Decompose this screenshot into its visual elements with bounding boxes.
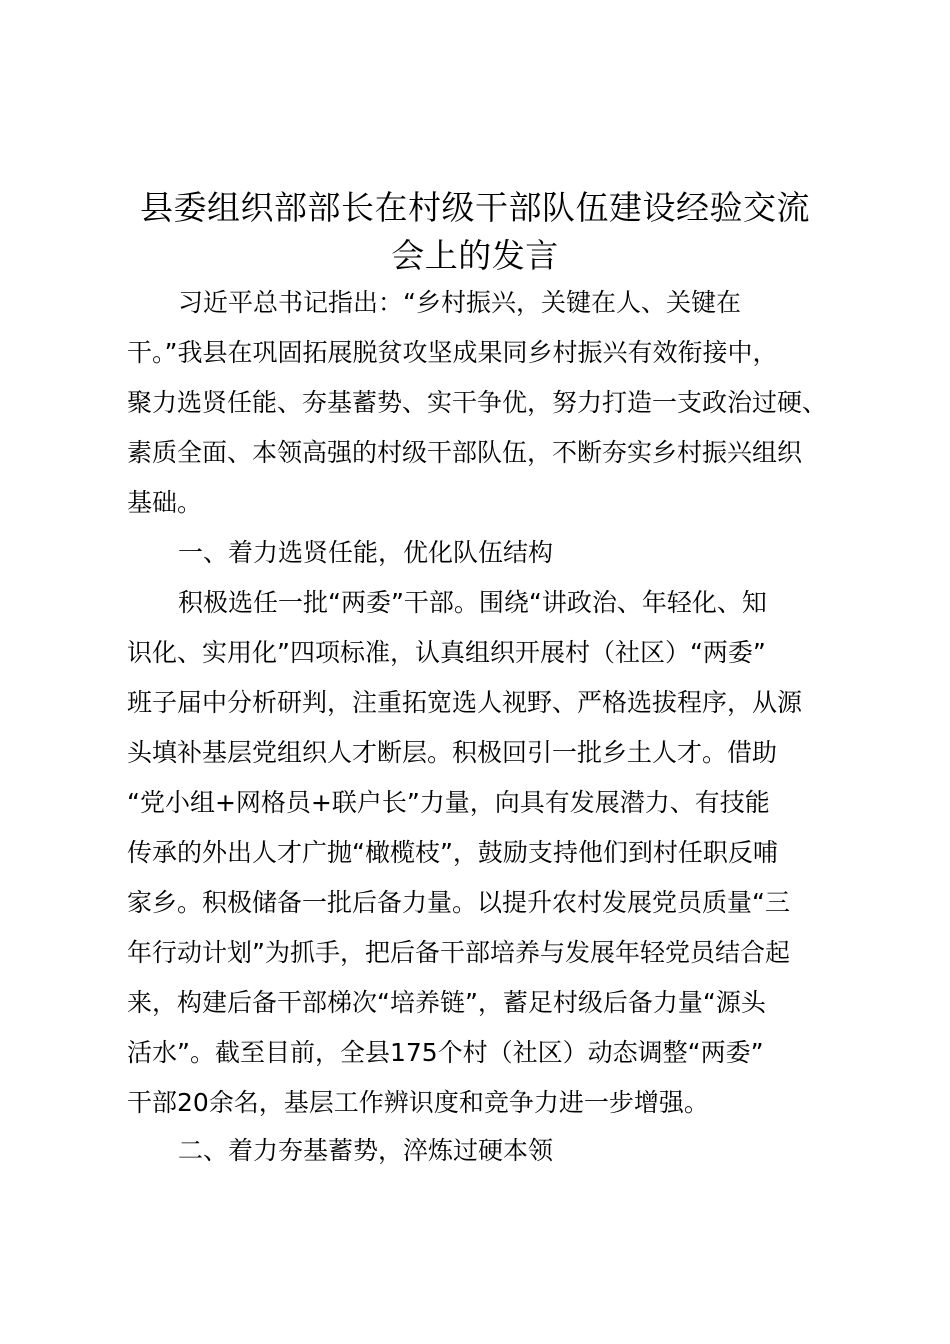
paragraph-line: “党小组+网格员+联户长”力量，向具有发展潜力、有技能 (127, 788, 770, 817)
paragraph-line: 识化、实用化”四项标准，认真组织开展村（社区）“两委” (127, 638, 766, 667)
paragraph-line: 习近平总书记指出：“乡村振兴，关键在人、关键在 (178, 288, 741, 317)
paragraph-line: 班子届中分析研判，注重拓宽选人视野、严格选拔程序，从源 (127, 688, 803, 717)
section-heading-1: 一、着力选贤任能，优化队伍结构 (178, 538, 554, 567)
paragraph-line: 聚力选贤任能、夯基蓄势、实干争优，努力打造一支政治过硬、 (127, 388, 828, 417)
paragraph-line: 传承的外出人才广抛“橄榄枝”，鼓励支持他们到村任职反哺 (127, 838, 778, 867)
paragraph-line: 基础。 (127, 488, 203, 517)
document-title-line-1: 县委组织部部长在村级干部队伍建设经验交流 (140, 188, 810, 227)
paragraph-line: 素质全面、本领高强的村级干部队伍，不断夯实乡村振兴组织 (127, 438, 803, 467)
paragraph-line: 来，构建后备干部梯次“培养链”，蓄足村级后备力量“源头 (127, 988, 766, 1017)
paragraph-line: 干部20余名，基层工作辨识度和竞争力进一步增强。 (127, 1088, 709, 1117)
section-heading-2: 二、着力夯基蓄势，淬炼过硬本领 (178, 1136, 554, 1165)
paragraph-line: 干。”我县在巩固拓展脱贫攻坚成果同乡村振兴有效衔接中， (127, 338, 778, 367)
paragraph-line: 积极选任一批“两委”干部。围绕“讲政治、年轻化、知 (178, 588, 767, 617)
paragraph-line: 家乡。积极储备一批后备力量。以提升农村发展党员质量“三 (127, 888, 790, 917)
paragraph-line: 年行动计划”为抓手，把后备干部培养与发展年轻党员结合起 (127, 938, 790, 967)
document-title-line-2: 会上的发言 (391, 236, 559, 275)
paragraph-line: 头填补基层党组织人才断层。积极回引一批乡土人才。借助 (127, 738, 778, 767)
paragraph-line: 活水”。截至目前，全县175个村（社区）动态调整“两委” (127, 1038, 764, 1067)
